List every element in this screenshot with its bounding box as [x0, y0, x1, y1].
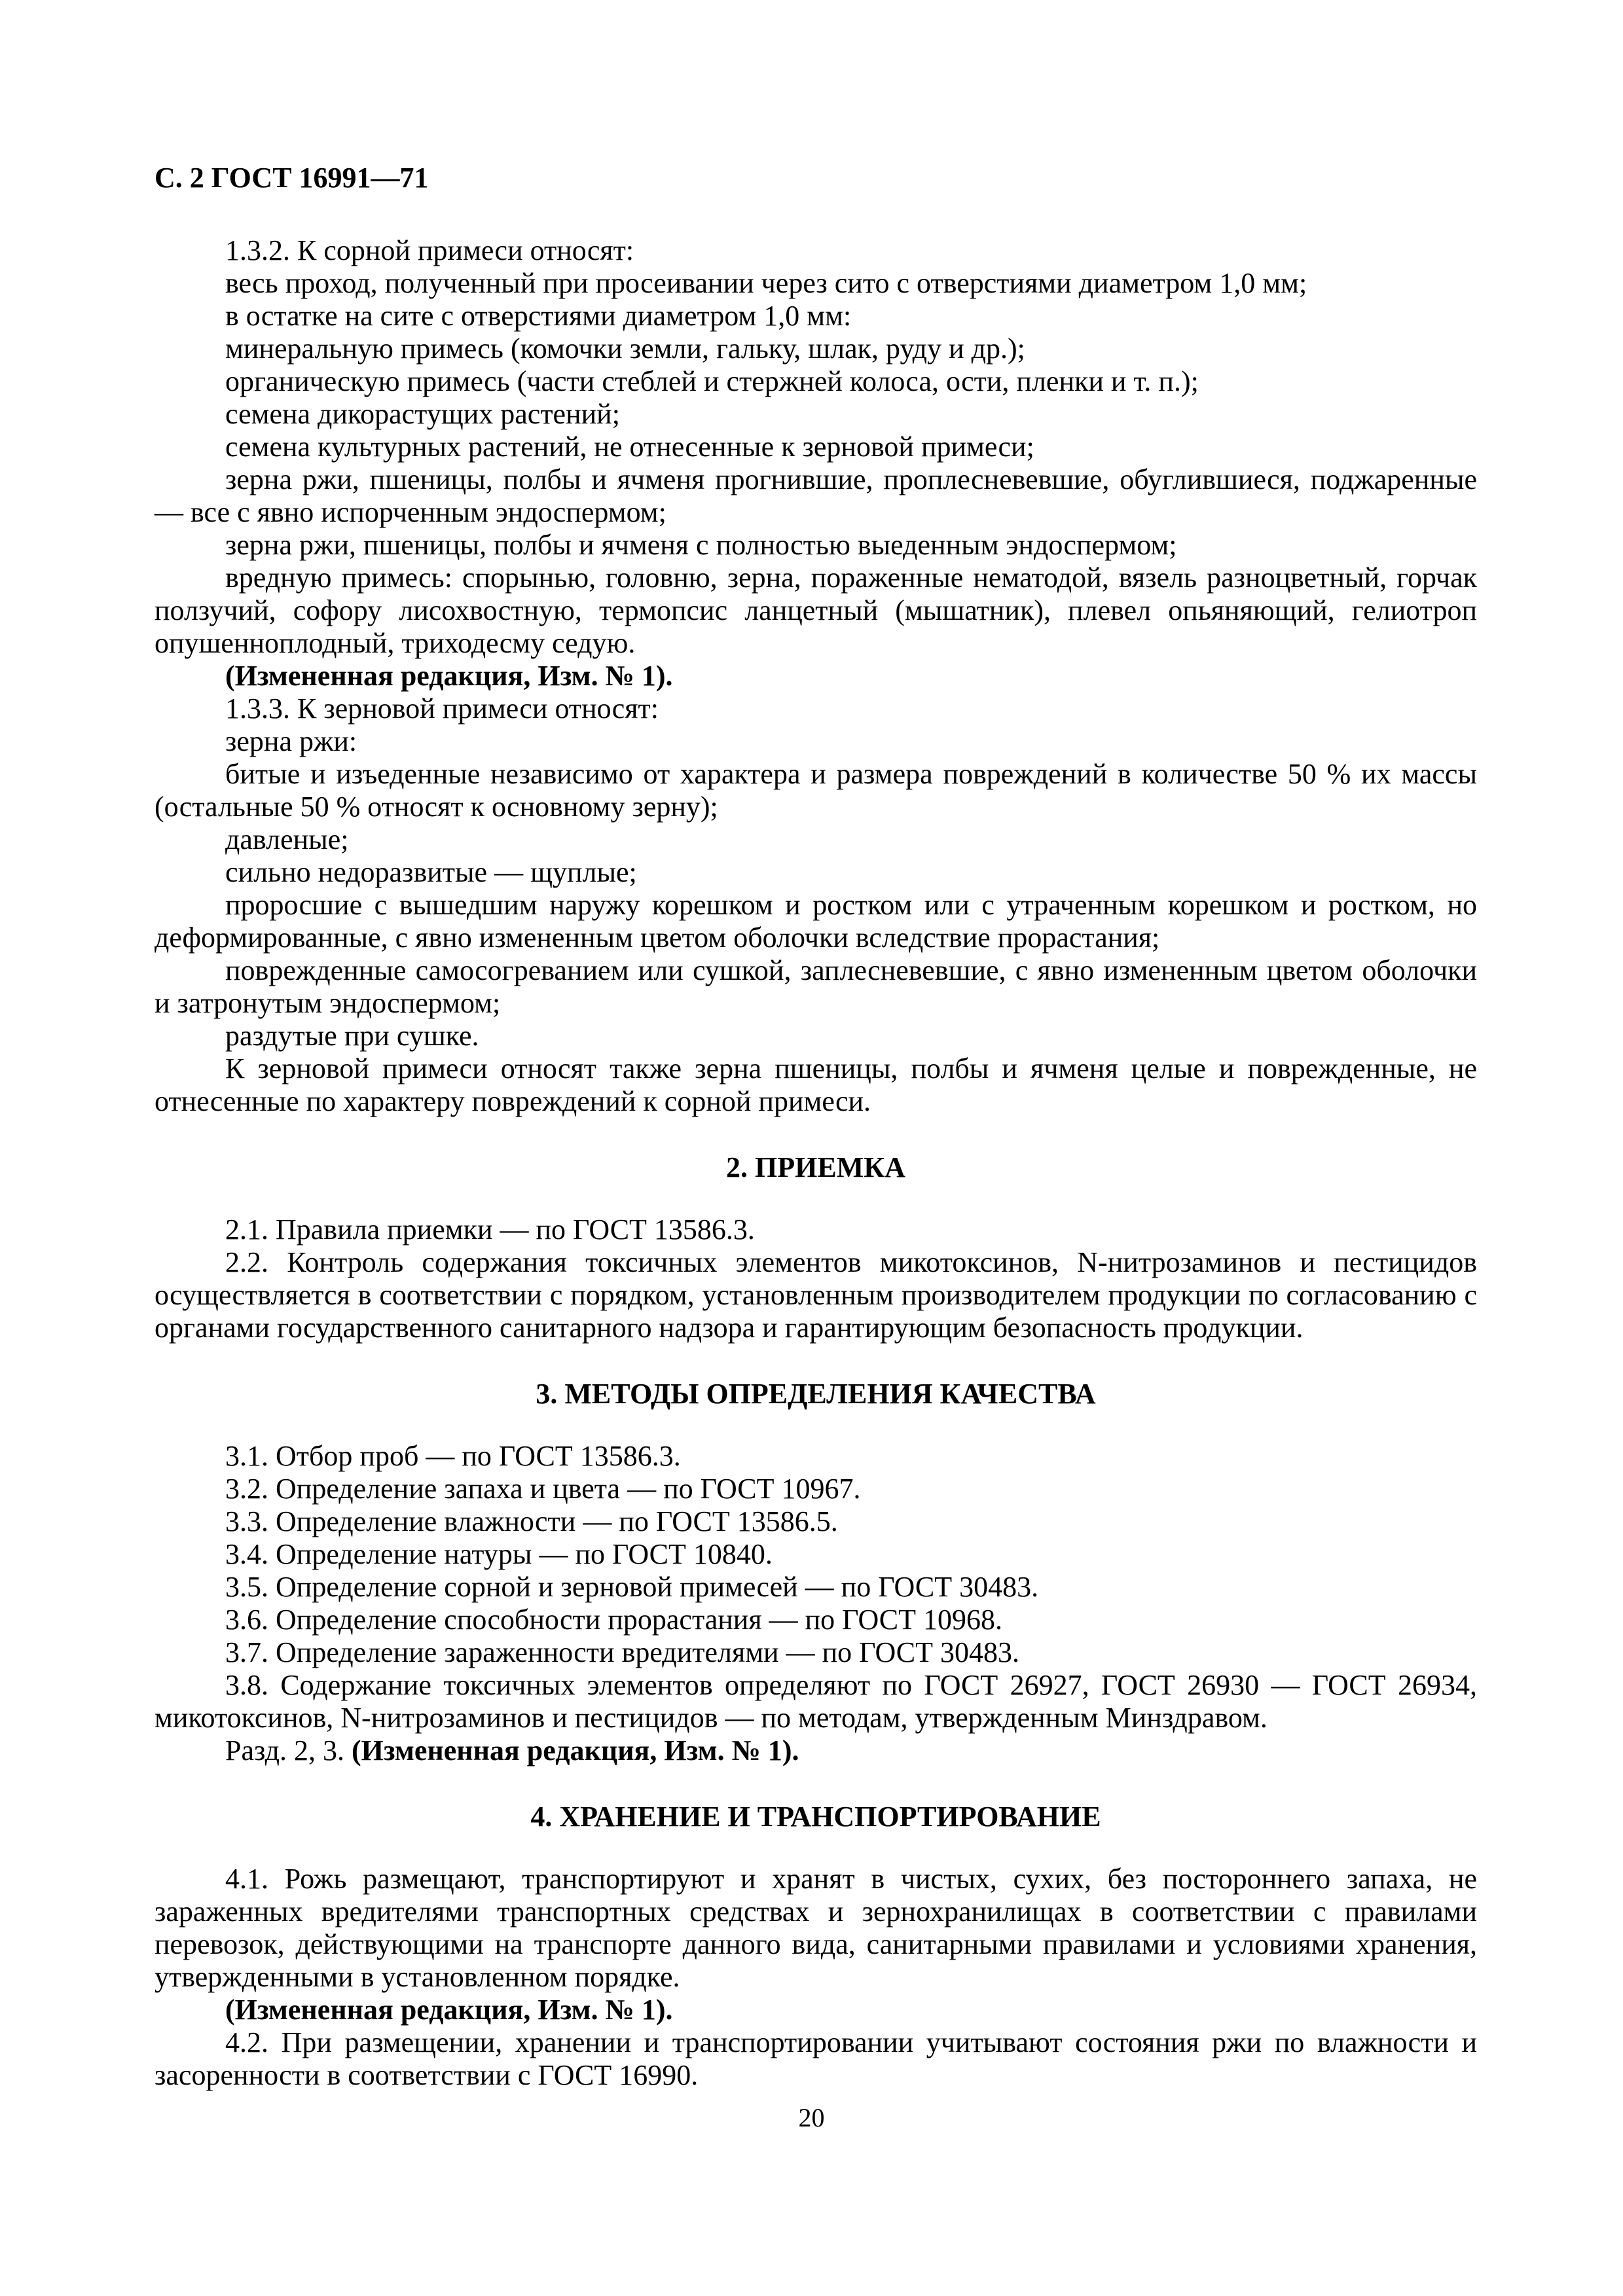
grain-impurity-item: раздутые при сушке. — [225, 1020, 479, 1052]
clause-2-2: 2.2. Контроль содержания токсичных элементов микотоксинов, N-нитрозаминов и пестицидов осуществляется в соответствии с порядком, установленным производителем продукции по согласованию с органами государственного санитарного надзора и гарантирующим безопасность продукции. — [155, 1246, 1477, 1344]
page-number: 20 — [798, 2103, 825, 2132]
grain-impurity-item: сильно недоразвитые — щуплые; — [225, 856, 637, 888]
grain-impurity-item: поврежденные самосогреванием или сушкой, заплесневевшие, с явно измененным цветом оболочки и затронутым эндоспермом; — [155, 954, 1477, 1019]
section-heading-storage: 4. ХРАНЕНИЕ И ТРАНСПОРТИРОВАНИЕ — [530, 1801, 1101, 1833]
grain-impurity-item: К зерновой примеси относят также зерна пшеницы, полбы и ячменя целые и поврежденные, не отнесенные по характеру повреждений к сорной примеси. — [155, 1052, 1477, 1117]
weed-impurity-item: минеральную примесь (комочки земли, гальку, шлак, руду и др.); — [225, 332, 1025, 365]
section-heading-acceptance: 2. ПРИЕМКА — [726, 1151, 905, 1183]
clause-1-3-2: 1.3.2. К сорной примеси относят: — [225, 234, 634, 266]
grain-impurity-item: проросшие с вышедшим наружу корешком и ростком или с утраченным корешком и ростком, но деформированные, с явно измененным цветом оболочки вследствие прорастания; — [155, 889, 1477, 954]
section-heading-methods: 3. МЕТОДЫ ОПРЕДЕЛЕНИЯ КАЧЕСТВА — [536, 1378, 1096, 1410]
clause-2-1: 2.1. Правила приемки — по ГОСТ 13586.3. — [225, 1213, 755, 1246]
method-item: 3.2. Определение запаха и цвета — по ГОСТ 10967. — [225, 1473, 861, 1505]
amendment-note: (Измененная редакция, Изм. № 1). — [225, 1994, 673, 2026]
method-item: 3.6. Определение способности прорастания — по ГОСТ 10968. — [225, 1604, 1002, 1636]
document-body — [155, 234, 1477, 2092]
weed-impurity-item: в остатке на сите с отверстиями диаметром 1,0 мм: — [225, 300, 852, 332]
amendment-text: (Измененная редакция, Изм. № 1). — [351, 1734, 799, 1767]
weed-impurity-item: вредную примесь: спорынью, головню, зерна, пораженные нематодой, вязель разноцветный, горчак ползучий, софору лисохвостную, термопсис ланцетный (мышатник), плевел опьяняющий, гелиотроп опушенноплодный, триходесму седую. — [155, 562, 1477, 659]
method-item: 3.4. Определение натуры — по ГОСТ 10840. — [225, 1538, 773, 1570]
method-item: 3.3. Определение влажности — по ГОСТ 13586.5. — [225, 1505, 838, 1537]
amendment-note — [155, 1734, 1477, 1767]
weed-impurity-item: семена культурных растений, не отнесенные к зерновой примеси; — [225, 431, 1034, 463]
clause-1-3-3: 1.3.3. К зерновой примеси относят: — [225, 692, 659, 725]
method-item: 3.1. Отбор проб — по ГОСТ 13586.3. — [225, 1440, 681, 1472]
amendment-prefix: Разд. 2, 3. — [225, 1734, 344, 1767]
grain-impurity-item: давленые; — [225, 823, 349, 855]
weed-impurity-item: семена дикорастущих растений; — [225, 398, 620, 430]
method-item: 3.7. Определение зараженности вредителями — по ГОСТ 30483. — [225, 1636, 1020, 1668]
weed-impurity-item: зерна ржи, пшеницы, полбы и ячменя с полностью выеденным эндоспермом; — [225, 529, 1177, 561]
method-item: 3.5. Определение сорной и зерновой примесей — по ГОСТ 30483. — [225, 1571, 1039, 1603]
weed-impurity-item: органическую примесь (части стеблей и стержней колоса, ости, пленки и т. п.); — [225, 365, 1199, 397]
page-header: С. 2 ГОСТ 16991—71 — [155, 162, 429, 194]
amendment-note: (Измененная редакция, Изм. № 1). — [225, 660, 673, 692]
grain-impurity-item: зерна ржи: — [225, 725, 357, 757]
method-item: 3.8. Содержание токсичных элементов определяют по ГОСТ 26927, ГОСТ 26930 — ГОСТ 26934, микотоксинов, N-нитрозаминов и пестицидов — по методам, утвержденным Минздравом. — [155, 1669, 1477, 1734]
grain-impurity-item: битые и изъеденные независимо от характера и размера повреждений в количестве 50 % их массы (остальные 50 % относят к основному зерну); — [155, 758, 1477, 823]
clause-4-1: 4.1. Рожь размещают, транспортируют и хранят в чистых, сухих, без постороннего запаха, не зараженных вредителями транспортных средствах и зернохранилищах в соответствии с правилами перевозок, действующими на транспорте данного вида, санитарными правилами и условиями хранения, утвержденными в установленном порядке. — [155, 1863, 1477, 1993]
weed-impurity-item: зерна ржи, пшеницы, полбы и ячменя прогнившие, проплесневевшие, обуглившиеся, поджаренные — все с явно испорченным эндоспермом; — [155, 463, 1477, 528]
weed-impurity-item: весь проход, полученный при просеивании через сито с отверстиями диаметром 1,0 мм; — [225, 267, 1307, 299]
clause-4-2: 4.2. При размещении, хранении и транспортировании учитывают состояния ржи по влажности и засоренности в соответствии с ГОСТ 16990. — [155, 2026, 1477, 2091]
